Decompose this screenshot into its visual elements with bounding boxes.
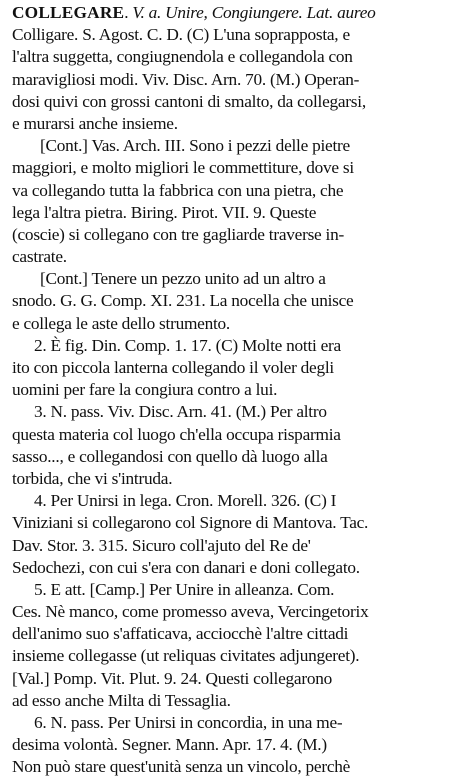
- entry-line: Viniziani si collegarono col Signore di Mantova. Tac.: [12, 513, 369, 533]
- entry-line: snodo. G. G. Comp. XI. 231. La nocella che unisce: [12, 291, 354, 311]
- entry-line: 5. E att. [Camp.] Per Unire in alleanza. Com.: [34, 579, 335, 599]
- entry-line: 4. Per Unirsi in lega. Cron. Morell. 326. (C) I: [34, 491, 337, 511]
- entry-line: (coscie) si collegano con tre gagliarde traverse in-: [12, 224, 344, 244]
- entry-line: 2. È fig. Din. Comp. 1. 17. (C) Molte notti era: [34, 335, 341, 355]
- entry-line: [Cont.] Vas. Arch. III. Sono i pezzi delle pietre: [40, 136, 350, 156]
- entry-line: ad esso anche Milta di Tessaglia.: [12, 690, 231, 710]
- entry-line: e murarsi anche insieme.: [12, 113, 178, 133]
- entry-line: dosi quivi con grossi cantoni di smalto, da collegarsi,: [12, 91, 366, 111]
- entry-line: desima volontà. Segner. Mann. Apr. 17. 4. (M.): [12, 735, 327, 755]
- entry-line: Non può stare quest'unità senza un vincolo, perchè: [12, 757, 351, 777]
- entry-line: [Val.] Pomp. Vit. Plut. 9. 24. Questi collegarono: [12, 668, 332, 688]
- entry-line: uomini per fare la congiura contro a lui.: [12, 380, 278, 400]
- entry-line: sasso..., e collegandosi con quello dà luogo alla: [12, 446, 328, 466]
- entry-line: [Cont.] Tenere un pezzo unito ad un altro a: [40, 269, 326, 289]
- entry-line: dell'animo suo s'affaticava, acciocchè l'altre cittadi: [12, 624, 349, 644]
- entry-line: castrate.: [12, 247, 67, 267]
- entry-line: Dav. Stor. 3. 315. Sicuro coll'ajuto del Re de': [12, 535, 311, 555]
- entry-line: insieme collegasse (ut reliquas civitates adjungeret).: [12, 646, 360, 666]
- entry-line: maggiori, e molto migliori le commettiture, dove si: [12, 158, 354, 178]
- entry-line: Sedochezi, con cui s'era con danari e doni collegato.: [12, 557, 360, 577]
- entry-line: 6. N. pass. Per Unirsi in concordia, in una me-: [34, 713, 343, 732]
- entry-line: questa materia col luogo ch'ella occupa risparmia: [12, 424, 341, 444]
- entry-line: Ces. Nè manco, come promesso aveva, Vercingetorix: [12, 602, 369, 622]
- entry-line: Colligare. S. Agost. C. D. (C) L'una soprapposta, e: [12, 25, 350, 45]
- entry-line: e collega le aste dello strumento.: [12, 313, 230, 333]
- entry-line: torbida, che vi s'intruda.: [12, 468, 173, 488]
- entry-line: maravigliosi modi. Viv. Disc. Arn. 70. (M.) Operan-: [12, 69, 360, 89]
- entry-line: 3. N. pass. Viv. Disc. Arn. 41. (M.) Per altro: [34, 402, 327, 422]
- entry-line: va collegando tutta la fabbrica con una pietra, che: [12, 180, 344, 200]
- entry-line: ito con piccola lanterna collegando il voler degli: [12, 358, 334, 377]
- entry-line: COLLEGARE. V. a. Unire, Congiungere. Lat. aureo: [12, 3, 376, 22]
- entry-line: l'altra suggetta, congiugnendola e collegandola con: [12, 47, 353, 67]
- entry-line: lega l'altra pietra. Biring. Pirot. VII. 9. Queste: [12, 202, 317, 222]
- headword: COLLEGARE: [12, 3, 125, 22]
